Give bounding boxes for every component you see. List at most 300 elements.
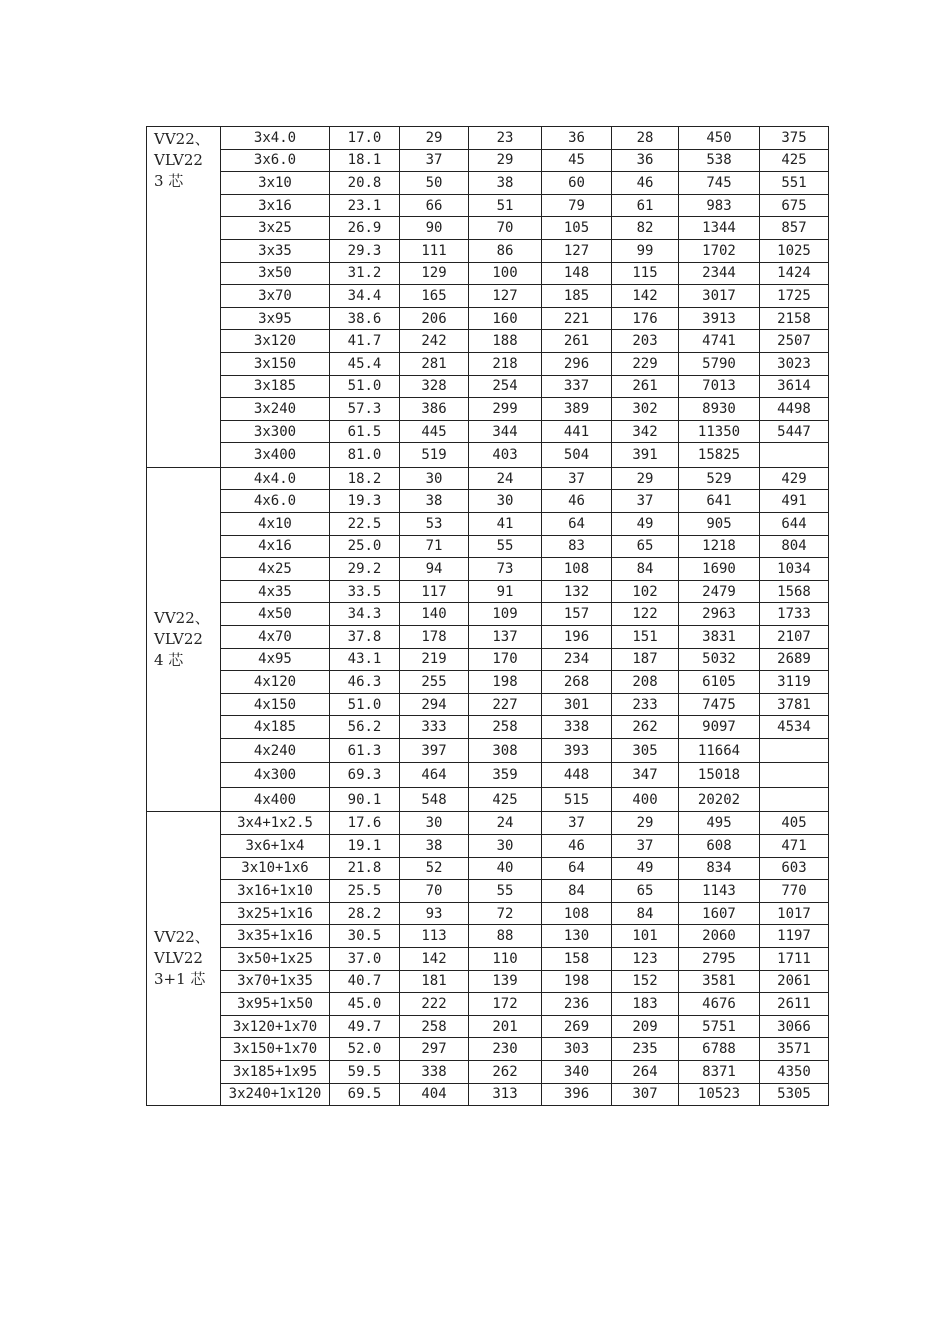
- value-cell: 2611: [760, 993, 829, 1016]
- value-cell: 307: [612, 1083, 679, 1106]
- value-cell: 18.1: [330, 149, 400, 172]
- value-cell: 261: [612, 375, 679, 398]
- spec-cell: 3x150+1x70: [221, 1038, 330, 1061]
- value-cell: 299: [469, 398, 542, 421]
- value-cell: 227: [469, 693, 542, 716]
- value-cell: 529: [679, 467, 760, 490]
- value-cell: 3023: [760, 352, 829, 375]
- value-cell: 313: [469, 1083, 542, 1106]
- value-cell: 3017: [679, 285, 760, 308]
- spec-cell: 3x150: [221, 352, 330, 375]
- value-cell: 264: [612, 1060, 679, 1083]
- value-cell: 375: [760, 127, 829, 150]
- value-cell: [760, 763, 829, 788]
- value-cell: 337: [542, 375, 612, 398]
- table-row: [147, 857, 829, 880]
- table-row: [147, 787, 829, 812]
- value-cell: 405: [760, 812, 829, 835]
- value-cell: 19.1: [330, 835, 400, 858]
- value-cell: 393: [542, 738, 612, 763]
- value-cell: 26.9: [330, 217, 400, 240]
- value-cell: 170: [469, 648, 542, 671]
- value-cell: 5305: [760, 1083, 829, 1106]
- value-cell: 30.5: [330, 925, 400, 948]
- value-cell: 37.8: [330, 625, 400, 648]
- table-row: [147, 490, 829, 513]
- table-row: [147, 763, 829, 788]
- value-cell: 99: [612, 239, 679, 262]
- value-cell: 222: [400, 993, 469, 1016]
- table-row: [147, 812, 829, 835]
- value-cell: 110: [469, 948, 542, 971]
- value-cell: 29: [612, 812, 679, 835]
- value-cell: 5032: [679, 648, 760, 671]
- value-cell: 111: [400, 239, 469, 262]
- spec-cell: 3x120: [221, 330, 330, 353]
- value-cell: 29: [612, 467, 679, 490]
- value-cell: 23.1: [330, 194, 400, 217]
- value-cell: 1711: [760, 948, 829, 971]
- table-row: [147, 648, 829, 671]
- value-cell: 198: [469, 671, 542, 694]
- value-cell: 100: [469, 262, 542, 285]
- table-row: [147, 625, 829, 648]
- value-cell: 983: [679, 194, 760, 217]
- value-cell: 262: [469, 1060, 542, 1083]
- value-cell: 1568: [760, 580, 829, 603]
- value-cell: 3831: [679, 625, 760, 648]
- value-cell: 60: [542, 172, 612, 195]
- value-cell: 338: [542, 716, 612, 739]
- value-cell: 122: [612, 603, 679, 626]
- value-cell: 359: [469, 763, 542, 788]
- value-cell: 94: [400, 558, 469, 581]
- value-cell: 28.2: [330, 902, 400, 925]
- value-cell: 72: [469, 902, 542, 925]
- table-row: [147, 194, 829, 217]
- value-cell: 3913: [679, 307, 760, 330]
- value-cell: 2107: [760, 625, 829, 648]
- value-cell: 675: [760, 194, 829, 217]
- value-cell: 219: [400, 648, 469, 671]
- spec-cell: 3x185: [221, 375, 330, 398]
- value-cell: 57.3: [330, 398, 400, 421]
- group-label-line: VV22、: [154, 609, 210, 628]
- value-cell: 38: [400, 490, 469, 513]
- spec-cell: 3x95+1x50: [221, 993, 330, 1016]
- value-cell: 51.0: [330, 693, 400, 716]
- value-cell: 33.5: [330, 580, 400, 603]
- table-row: [147, 149, 829, 172]
- spec-cell: 3x400: [221, 443, 330, 468]
- value-cell: 450: [679, 127, 760, 150]
- value-cell: 86: [469, 239, 542, 262]
- table-row: [147, 127, 829, 150]
- value-cell: 49: [612, 857, 679, 880]
- value-cell: 1725: [760, 285, 829, 308]
- value-cell: 21.8: [330, 857, 400, 880]
- value-cell: 46: [542, 490, 612, 513]
- table-row: [147, 738, 829, 763]
- spec-cell: 3x25: [221, 217, 330, 240]
- value-cell: 185: [542, 285, 612, 308]
- value-cell: 79: [542, 194, 612, 217]
- value-cell: 7013: [679, 375, 760, 398]
- value-cell: 9097: [679, 716, 760, 739]
- value-cell: 1424: [760, 262, 829, 285]
- value-cell: 123: [612, 948, 679, 971]
- value-cell: 429: [760, 467, 829, 490]
- table-row: [147, 948, 829, 971]
- value-cell: 61.3: [330, 738, 400, 763]
- value-cell: 2344: [679, 262, 760, 285]
- value-cell: 297: [400, 1038, 469, 1061]
- value-cell: 255: [400, 671, 469, 694]
- value-cell: 20202: [679, 787, 760, 812]
- value-cell: 82: [612, 217, 679, 240]
- value-cell: 25.0: [330, 535, 400, 558]
- value-cell: 30: [400, 467, 469, 490]
- value-cell: 389: [542, 398, 612, 421]
- value-cell: 425: [760, 149, 829, 172]
- group-label-cell: [147, 467, 221, 812]
- value-cell: 17.0: [330, 127, 400, 150]
- table-row: [147, 1038, 829, 1061]
- spec-cell: 4x4.0: [221, 467, 330, 490]
- spec-cell: 3x95: [221, 307, 330, 330]
- table-row: [147, 398, 829, 421]
- value-cell: 1344: [679, 217, 760, 240]
- value-cell: 441: [542, 420, 612, 443]
- value-cell: 305: [612, 738, 679, 763]
- value-cell: 4498: [760, 398, 829, 421]
- value-cell: 6105: [679, 671, 760, 694]
- group-label-line: VV22、: [154, 928, 210, 947]
- table-row: [147, 880, 829, 903]
- spec-cell: 3x10: [221, 172, 330, 195]
- value-cell: 396: [542, 1083, 612, 1106]
- value-cell: 11350: [679, 420, 760, 443]
- table-row: [147, 375, 829, 398]
- value-cell: 45.0: [330, 993, 400, 1016]
- value-cell: 38: [400, 835, 469, 858]
- spec-cell: 4x6.0: [221, 490, 330, 513]
- group-label-cell: [147, 812, 221, 1106]
- value-cell: 117: [400, 580, 469, 603]
- value-cell: 3581: [679, 970, 760, 993]
- value-cell: 115: [612, 262, 679, 285]
- spec-cell: 4x185: [221, 716, 330, 739]
- value-cell: 61: [612, 194, 679, 217]
- value-cell: 1025: [760, 239, 829, 262]
- value-cell: 338: [400, 1060, 469, 1083]
- cable-spec-table: [146, 126, 829, 1106]
- value-cell: 1034: [760, 558, 829, 581]
- value-cell: 37: [542, 467, 612, 490]
- table-row: [147, 693, 829, 716]
- value-cell: 7475: [679, 693, 760, 716]
- value-cell: 24: [469, 812, 542, 835]
- table-row: [147, 239, 829, 262]
- value-cell: 18.2: [330, 467, 400, 490]
- spec-cell: 3x70+1x35: [221, 970, 330, 993]
- value-cell: 538: [679, 149, 760, 172]
- table-row: [147, 580, 829, 603]
- value-cell: 258: [469, 716, 542, 739]
- value-cell: 109: [469, 603, 542, 626]
- value-cell: 70: [400, 880, 469, 903]
- value-cell: 15018: [679, 763, 760, 788]
- value-cell: 37: [612, 835, 679, 858]
- group-label-line: VV22、: [154, 130, 210, 148]
- table-row: [147, 513, 829, 536]
- value-cell: 158: [542, 948, 612, 971]
- spec-cell: 3x50: [221, 262, 330, 285]
- table-row: [147, 1060, 829, 1083]
- value-cell: 84: [612, 558, 679, 581]
- value-cell: 1702: [679, 239, 760, 262]
- value-cell: 198: [542, 970, 612, 993]
- value-cell: 445: [400, 420, 469, 443]
- value-cell: 2795: [679, 948, 760, 971]
- value-cell: 905: [679, 513, 760, 536]
- table-row: [147, 925, 829, 948]
- value-cell: 73: [469, 558, 542, 581]
- value-cell: 37: [542, 812, 612, 835]
- value-cell: [760, 443, 829, 468]
- spec-cell: 3x240: [221, 398, 330, 421]
- value-cell: 30: [469, 835, 542, 858]
- value-cell: 258: [400, 1015, 469, 1038]
- spec-cell: 4x300: [221, 763, 330, 788]
- spec-cell: 3x16+1x10: [221, 880, 330, 903]
- value-cell: 8930: [679, 398, 760, 421]
- spec-cell: 4x10: [221, 513, 330, 536]
- value-cell: 49.7: [330, 1015, 400, 1038]
- value-cell: 132: [542, 580, 612, 603]
- value-cell: 221: [542, 307, 612, 330]
- value-cell: 1733: [760, 603, 829, 626]
- value-cell: 391: [612, 443, 679, 468]
- value-cell: 69.5: [330, 1083, 400, 1106]
- value-cell: 55: [469, 880, 542, 903]
- spec-cell: 3x185+1x95: [221, 1060, 330, 1083]
- value-cell: 448: [542, 763, 612, 788]
- value-cell: 148: [542, 262, 612, 285]
- value-cell: 28: [612, 127, 679, 150]
- value-cell: 65: [612, 535, 679, 558]
- table-row: [147, 716, 829, 739]
- value-cell: 4350: [760, 1060, 829, 1083]
- value-cell: 242: [400, 330, 469, 353]
- spec-cell: 3x6.0: [221, 149, 330, 172]
- spec-cell: 3x35: [221, 239, 330, 262]
- table-row: [147, 467, 829, 490]
- value-cell: 69.3: [330, 763, 400, 788]
- value-cell: 56.2: [330, 716, 400, 739]
- spec-cell: 3x4+1x2.5: [221, 812, 330, 835]
- value-cell: 2061: [760, 970, 829, 993]
- value-cell: 5790: [679, 352, 760, 375]
- value-cell: 235: [612, 1038, 679, 1061]
- value-cell: 157: [542, 603, 612, 626]
- spec-cell: 3x10+1x6: [221, 857, 330, 880]
- value-cell: 127: [469, 285, 542, 308]
- value-cell: 11664: [679, 738, 760, 763]
- value-cell: 29: [469, 149, 542, 172]
- spec-cell: 3x240+1x120: [221, 1083, 330, 1106]
- value-cell: 113: [400, 925, 469, 948]
- value-cell: 196: [542, 625, 612, 648]
- value-cell: 151: [612, 625, 679, 648]
- value-cell: 4741: [679, 330, 760, 353]
- value-cell: 165: [400, 285, 469, 308]
- value-cell: 495: [679, 812, 760, 835]
- value-cell: 50: [400, 172, 469, 195]
- spec-cell: 4x150: [221, 693, 330, 716]
- value-cell: 84: [542, 880, 612, 903]
- value-cell: 23: [469, 127, 542, 150]
- value-cell: 45.4: [330, 352, 400, 375]
- value-cell: 328: [400, 375, 469, 398]
- group-label-line: VLV22: [154, 949, 203, 968]
- spec-cell: 3x120+1x70: [221, 1015, 330, 1038]
- value-cell: 108: [542, 558, 612, 581]
- value-cell: 61.5: [330, 420, 400, 443]
- value-cell: 5447: [760, 420, 829, 443]
- value-cell: 65: [612, 880, 679, 903]
- value-cell: 2689: [760, 648, 829, 671]
- table-row: [147, 603, 829, 626]
- spec-cell: 3x16: [221, 194, 330, 217]
- value-cell: 340: [542, 1060, 612, 1083]
- table-row: [147, 993, 829, 1016]
- value-cell: 24: [469, 467, 542, 490]
- value-cell: 34.4: [330, 285, 400, 308]
- value-cell: 1607: [679, 902, 760, 925]
- group-label-line: VLV22: [154, 630, 203, 649]
- value-cell: 745: [679, 172, 760, 195]
- value-cell: 504: [542, 443, 612, 468]
- value-cell: 296: [542, 352, 612, 375]
- value-cell: 172: [469, 993, 542, 1016]
- value-cell: 22.5: [330, 513, 400, 536]
- table-row: [147, 970, 829, 993]
- value-cell: 142: [612, 285, 679, 308]
- table-row: [147, 262, 829, 285]
- value-cell: 152: [612, 970, 679, 993]
- table-row: [147, 902, 829, 925]
- value-cell: 83: [542, 535, 612, 558]
- value-cell: 142: [400, 948, 469, 971]
- value-cell: 81.0: [330, 443, 400, 468]
- value-cell: 403: [469, 443, 542, 468]
- value-cell: 188: [469, 330, 542, 353]
- value-cell: 46: [542, 835, 612, 858]
- value-cell: 308: [469, 738, 542, 763]
- value-cell: 1017: [760, 902, 829, 925]
- value-cell: 34.3: [330, 603, 400, 626]
- value-cell: 3571: [760, 1038, 829, 1061]
- value-cell: 140: [400, 603, 469, 626]
- value-cell: 269: [542, 1015, 612, 1038]
- value-cell: 4534: [760, 716, 829, 739]
- value-cell: 40.7: [330, 970, 400, 993]
- value-cell: 31.2: [330, 262, 400, 285]
- value-cell: 302: [612, 398, 679, 421]
- value-cell: 41.7: [330, 330, 400, 353]
- value-cell: 236: [542, 993, 612, 1016]
- value-cell: 64: [542, 513, 612, 536]
- value-cell: 301: [542, 693, 612, 716]
- value-cell: 804: [760, 535, 829, 558]
- value-cell: 30: [469, 490, 542, 513]
- value-cell: 218: [469, 352, 542, 375]
- value-cell: 608: [679, 835, 760, 858]
- spec-cell: 4x95: [221, 648, 330, 671]
- value-cell: 59.5: [330, 1060, 400, 1083]
- value-cell: 230: [469, 1038, 542, 1061]
- value-cell: 160: [469, 307, 542, 330]
- value-cell: 1143: [679, 880, 760, 903]
- group-label-cell: [147, 127, 221, 468]
- value-cell: 51: [469, 194, 542, 217]
- spec-cell: 4x16: [221, 535, 330, 558]
- value-cell: 37: [612, 490, 679, 513]
- value-cell: [760, 787, 829, 812]
- value-cell: 425: [469, 787, 542, 812]
- spec-cell: 4x120: [221, 671, 330, 694]
- value-cell: 386: [400, 398, 469, 421]
- spec-cell: 4x25: [221, 558, 330, 581]
- spec-cell: 4x240: [221, 738, 330, 763]
- group-label-line: VLV22: [154, 151, 203, 169]
- table-row: [147, 558, 829, 581]
- value-cell: 55: [469, 535, 542, 558]
- group-label-line: 4 芯: [154, 651, 184, 670]
- value-cell: 268: [542, 671, 612, 694]
- value-cell: 254: [469, 375, 542, 398]
- value-cell: 515: [542, 787, 612, 812]
- spec-cell: 4x35: [221, 580, 330, 603]
- value-cell: 15825: [679, 443, 760, 468]
- value-cell: 1218: [679, 535, 760, 558]
- value-cell: 137: [469, 625, 542, 648]
- value-cell: 36: [612, 149, 679, 172]
- value-cell: 641: [679, 490, 760, 513]
- value-cell: 262: [612, 716, 679, 739]
- value-cell: 102: [612, 580, 679, 603]
- value-cell: 90.1: [330, 787, 400, 812]
- value-cell: 2963: [679, 603, 760, 626]
- value-cell: 41: [469, 513, 542, 536]
- value-cell: 1690: [679, 558, 760, 581]
- value-cell: 90: [400, 217, 469, 240]
- value-cell: 519: [400, 443, 469, 468]
- value-cell: 46.3: [330, 671, 400, 694]
- value-cell: 5751: [679, 1015, 760, 1038]
- spec-cell: 3x6+1x4: [221, 835, 330, 858]
- value-cell: 303: [542, 1038, 612, 1061]
- value-cell: 229: [612, 352, 679, 375]
- value-cell: 37.0: [330, 948, 400, 971]
- value-cell: 206: [400, 307, 469, 330]
- value-cell: 40: [469, 857, 542, 880]
- value-cell: 36: [542, 127, 612, 150]
- value-cell: 20.8: [330, 172, 400, 195]
- table-row: [147, 285, 829, 308]
- value-cell: 548: [400, 787, 469, 812]
